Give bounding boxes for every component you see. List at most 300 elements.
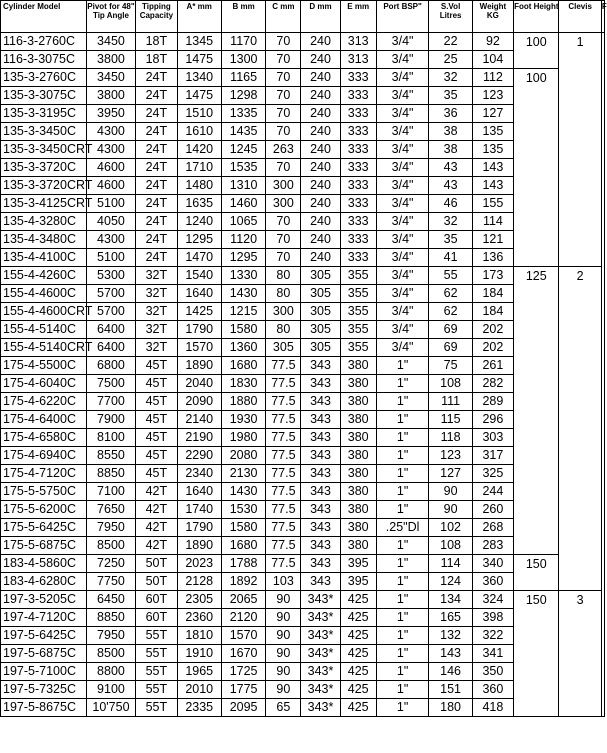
col-header-tipping-capacity: Tipping Capacity (136, 1, 177, 33)
cell-b-mm: 1215 (221, 303, 265, 321)
cell-d-mm: 343 (301, 375, 340, 393)
cell-a-mm: 1910 (177, 645, 221, 663)
cell-s-vol: 36 (429, 105, 472, 123)
cell-a-mm: 2305 (177, 591, 221, 609)
cell-s-vol: 143 (429, 645, 472, 663)
cell-c-mm: 90 (266, 645, 301, 663)
cell-tipping-capacity: 45T (136, 375, 177, 393)
cell-e-mm: 355 (340, 267, 376, 285)
cell-tipping-capacity: 42T (136, 537, 177, 555)
cell-tipping-capacity: 32T (136, 321, 177, 339)
cell-tipping-capacity: 24T (136, 159, 177, 177)
cell-e-mm: 333 (340, 105, 376, 123)
cell-tipping-capacity: 45T (136, 465, 177, 483)
cell-c-mm: 77.5 (266, 519, 301, 537)
cell-tipping-capacity: 42T (136, 519, 177, 537)
table-row (1, 591, 605, 609)
cell-weight: 173 (472, 267, 513, 285)
cell-a-mm: 1475 (177, 87, 221, 105)
cell-s-vol: 43 (429, 177, 472, 195)
cell-port-bsp: 1" (376, 411, 429, 429)
cell-pivot: 9100 (86, 681, 136, 699)
cell-e-mm: 380 (340, 537, 376, 555)
cell-port-bsp: 3/4" (376, 141, 429, 159)
cell-c-mm: 77.5 (266, 447, 301, 465)
cell-tipping-capacity: 45T (136, 447, 177, 465)
cell-c-mm: 103 (266, 573, 301, 591)
cell-foot-height: 100 (514, 69, 559, 267)
cell-pivot: 7100 (86, 483, 136, 501)
cell-model: 175-5-5750C (1, 483, 87, 501)
cell-c-mm: 305 (266, 339, 301, 357)
cell-model: 135-3-2760C (1, 69, 87, 87)
cell-b-mm: 1580 (221, 321, 265, 339)
cell-a-mm: 2140 (177, 411, 221, 429)
cell-b-mm: 1120 (221, 231, 265, 249)
cell-model: 135-4-3280C (1, 213, 87, 231)
cell-model: 175-4-5500C (1, 357, 87, 375)
cell-port-bsp: 1" (376, 609, 429, 627)
col-header-d-mm: D mm (301, 1, 340, 33)
col-header-clevis: Clevis (559, 1, 601, 33)
cell-a-mm: 2290 (177, 447, 221, 465)
cell-weight: 112 (472, 69, 513, 87)
cell-model: 197-5-8675C (1, 699, 87, 717)
cell-b-mm: 1460 (221, 195, 265, 213)
cell-b-mm: 2065 (221, 591, 265, 609)
cell-clevis: 3 (559, 591, 601, 717)
cell-tipping-capacity: 55T (136, 645, 177, 663)
cell-tipping-capacity: 24T (136, 141, 177, 159)
cell-pivot: 4300 (86, 231, 136, 249)
cell-port-bsp: 3/4" (376, 339, 429, 357)
cell-a-mm: 2360 (177, 609, 221, 627)
cell-port-bsp: 1" (376, 699, 429, 717)
cell-c-mm: 300 (266, 195, 301, 213)
cell-tipping-capacity: 24T (136, 87, 177, 105)
cell-a-mm: 1475 (177, 51, 221, 69)
cell-tipping-capacity: 18T (136, 51, 177, 69)
cell-model: 116-3-3075C (1, 51, 87, 69)
cell-d-mm: 343* (301, 681, 340, 699)
cell-b-mm: 1580 (221, 519, 265, 537)
cell-weight: 360 (472, 681, 513, 699)
cell-d-mm: 343* (301, 627, 340, 645)
cell-d-mm: 343* (301, 591, 340, 609)
cell-d-mm: 240 (301, 177, 340, 195)
cell-s-vol: 62 (429, 285, 472, 303)
cell-a-mm: 2190 (177, 429, 221, 447)
cell-b-mm: 1295 (221, 249, 265, 267)
cell-s-vol: 90 (429, 501, 472, 519)
cell-model: 197-3-5205C (1, 591, 87, 609)
cell-pivot: 7950 (86, 519, 136, 537)
cell-d-mm: 240 (301, 159, 340, 177)
cell-model: 175-5-6875C (1, 537, 87, 555)
cell-tipping-capacity: 18T (136, 33, 177, 51)
cell-b-mm: 1310 (221, 177, 265, 195)
cell-weight: 360 (472, 573, 513, 591)
cell-port-bsp: 1" (376, 357, 429, 375)
cell-e-mm: 333 (340, 213, 376, 231)
cell-e-mm: 425 (340, 645, 376, 663)
cell-s-vol: 132 (429, 627, 472, 645)
cell-port-bsp: 3/4" (376, 285, 429, 303)
cell-b-mm: 2080 (221, 447, 265, 465)
cell-pivot: 4600 (86, 177, 136, 195)
cell-a-mm: 1340 (177, 69, 221, 87)
cell-port-bsp: 1" (376, 663, 429, 681)
cell-port-bsp: 1" (376, 555, 429, 573)
cell-tipping-capacity: 50T (136, 573, 177, 591)
cell-e-mm: 333 (340, 141, 376, 159)
cell-e-mm: 333 (340, 231, 376, 249)
col-header-port-bsp: Port BSP" (376, 1, 429, 33)
cell-pivot: 4600 (86, 159, 136, 177)
cell-model: 175-5-6200C (1, 501, 87, 519)
cell-model: 155-4-4260C (1, 267, 87, 285)
cell-tipping-capacity: 45T (136, 411, 177, 429)
cell-c-mm: 70 (266, 69, 301, 87)
cell-c-mm: 70 (266, 213, 301, 231)
cell-weight: 317 (472, 447, 513, 465)
table-row (1, 69, 605, 87)
cell-port-bsp: 3/4" (376, 123, 429, 141)
cell-weight: 289 (472, 393, 513, 411)
cell-s-vol: 69 (429, 321, 472, 339)
cell-port-bsp: 1" (376, 591, 429, 609)
cell-e-mm: 380 (340, 447, 376, 465)
cell-model: 197-5-7100C (1, 663, 87, 681)
cell-e-mm: 380 (340, 519, 376, 537)
cell-port-bsp: 3/4" (376, 69, 429, 87)
cell-tipping-capacity: 24T (136, 177, 177, 195)
cell-port-bsp: 3/4" (376, 267, 429, 285)
col-header-cylinder-model: Cylinder Model (1, 1, 87, 33)
table-row (1, 555, 605, 573)
cell-pivot: 4050 (86, 213, 136, 231)
cell-model: 175-4-6040C (1, 375, 87, 393)
cell-port-bsp: 3/4" (376, 195, 429, 213)
cell-tipping-capacity: 42T (136, 483, 177, 501)
cell-tipping-capacity: 24T (136, 105, 177, 123)
cell-d-mm: 240 (301, 87, 340, 105)
cell-tipping-capacity: 24T (136, 213, 177, 231)
cell-tipping-capacity: 60T (136, 609, 177, 627)
cell-pivot: 8100 (86, 429, 136, 447)
cell-weight: 244 (472, 483, 513, 501)
cell-pivot: 4300 (86, 141, 136, 159)
cell-s-vol: 90 (429, 483, 472, 501)
cell-c-mm: 70 (266, 231, 301, 249)
cell-a-mm: 2340 (177, 465, 221, 483)
cell-d-mm: 240 (301, 141, 340, 159)
cell-e-mm: 395 (340, 555, 376, 573)
cell-weight: 283 (472, 537, 513, 555)
cell-b-mm: 1535 (221, 159, 265, 177)
col-header-foot-height: Foot Height (514, 1, 559, 33)
cell-tipping-capacity: 55T (136, 663, 177, 681)
cell-e-mm: 380 (340, 501, 376, 519)
cell-port-bsp: 3/4" (376, 303, 429, 321)
cell-s-vol: 38 (429, 123, 472, 141)
cell-port-bsp: 3/4" (376, 159, 429, 177)
cell-b-mm: 1435 (221, 123, 265, 141)
cell-weight: 121 (472, 231, 513, 249)
cell-port-bsp: 1" (376, 465, 429, 483)
cell-port-bsp: 1" (376, 537, 429, 555)
cell-b-mm: 1570 (221, 627, 265, 645)
cell-model: 155-4-4600CRT (1, 303, 87, 321)
cell-foot-height: 100 (514, 33, 559, 69)
cell-pivot: 6450 (86, 591, 136, 609)
cell-d-mm: 343* (301, 699, 340, 717)
cell-s-vol: 114 (429, 555, 472, 573)
cell-d-mm: 343 (301, 357, 340, 375)
cell-b-mm: 1725 (221, 663, 265, 681)
cell-c-mm: 70 (266, 249, 301, 267)
cell-d-mm: 240 (301, 249, 340, 267)
cell-b-mm: 1788 (221, 555, 265, 573)
cell-model: 135-4-4100C (1, 249, 87, 267)
cell-a-mm: 2335 (177, 699, 221, 717)
cell-weight: 261 (472, 357, 513, 375)
cell-weight: 123 (472, 87, 513, 105)
cell-b-mm: 1170 (221, 33, 265, 51)
cell-d-mm: 240 (301, 231, 340, 249)
cell-tipping-capacity: 24T (136, 69, 177, 87)
cell-pivot: 3950 (86, 105, 136, 123)
cell-c-mm: 263 (266, 141, 301, 159)
cell-b-mm: 1880 (221, 393, 265, 411)
cell-tipping-capacity: 55T (136, 699, 177, 717)
cell-d-mm: 305 (301, 267, 340, 285)
cell-pivot: 8500 (86, 537, 136, 555)
cell-c-mm: 77.5 (266, 483, 301, 501)
cell-d-mm: 343 (301, 519, 340, 537)
cell-foot-height: 150 (514, 591, 559, 717)
cell-e-mm: 333 (340, 69, 376, 87)
cell-model: 175-4-6580C (1, 429, 87, 447)
cell-d-mm: 343 (301, 573, 340, 591)
cell-d-mm: 343 (301, 501, 340, 519)
cell-b-mm: 1980 (221, 429, 265, 447)
cell-e-mm: 313 (340, 33, 376, 51)
cell-c-mm: 80 (266, 285, 301, 303)
cell-e-mm: 380 (340, 483, 376, 501)
cell-model: 175-5-6425C (1, 519, 87, 537)
cell-weight: 114 (472, 213, 513, 231)
cell-model: 175-4-6220C (1, 393, 87, 411)
cell-e-mm: 333 (340, 249, 376, 267)
cell-clevis: 1 (559, 33, 601, 267)
cell-s-vol: 22 (429, 33, 472, 51)
cell-port-bsp: 3/4" (376, 249, 429, 267)
cell-weight: 350 (472, 663, 513, 681)
cell-s-vol: 124 (429, 573, 472, 591)
col-header-s-vol: S.Vol Litres (429, 1, 472, 33)
cell-c-mm: 77.5 (266, 465, 301, 483)
cell-c-mm: 77.5 (266, 393, 301, 411)
cell-port-bsp: 3/4" (376, 231, 429, 249)
cell-c-mm: 77.5 (266, 429, 301, 447)
cell-a-mm: 2010 (177, 681, 221, 699)
cell-a-mm: 2023 (177, 555, 221, 573)
cell-weight: 143 (472, 159, 513, 177)
cell-b-mm: 1680 (221, 537, 265, 555)
cell-s-vol: 180 (429, 699, 472, 717)
cell-b-mm: 1775 (221, 681, 265, 699)
cell-c-mm: 70 (266, 51, 301, 69)
cell-s-vol: 25 (429, 51, 472, 69)
cell-a-mm: 1425 (177, 303, 221, 321)
cell-pivot: 8850 (86, 609, 136, 627)
cell-b-mm: 1330 (221, 267, 265, 285)
cell-s-vol: 108 (429, 537, 472, 555)
cell-e-mm: 425 (340, 591, 376, 609)
cell-weight: 184 (472, 285, 513, 303)
col-header-weight: Weight KG (472, 1, 513, 33)
cell-e-mm: 380 (340, 429, 376, 447)
cell-model: 116-3-2760C (1, 33, 87, 51)
cell-c-mm: 90 (266, 663, 301, 681)
cell-port-bsp: 3/4" (376, 105, 429, 123)
cell-s-vol: 111 (429, 393, 472, 411)
cell-a-mm: 1570 (177, 339, 221, 357)
cell-tipping-capacity: 45T (136, 429, 177, 447)
cell-e-mm: 380 (340, 357, 376, 375)
cell-a-mm: 1640 (177, 483, 221, 501)
cell-c-mm: 90 (266, 681, 301, 699)
cell-weight: 340 (472, 555, 513, 573)
cell-model: 135-3-3720C (1, 159, 87, 177)
cell-model: 135-3-3075C (1, 87, 87, 105)
cell-pivot: 3450 (86, 69, 136, 87)
col-header-b-mm: B mm (221, 1, 265, 33)
cell-e-mm: 313 (340, 51, 376, 69)
cell-d-mm: 343* (301, 645, 340, 663)
cell-s-vol: 32 (429, 213, 472, 231)
cell-d-mm: 240 (301, 69, 340, 87)
cell-d-mm: 343 (301, 537, 340, 555)
cell-pivot: 6400 (86, 321, 136, 339)
cell-weight: 268 (472, 519, 513, 537)
cell-port-bsp: 1" (376, 681, 429, 699)
cell-a-mm: 1480 (177, 177, 221, 195)
cell-a-mm: 1640 (177, 285, 221, 303)
cell-tipping-capacity: 24T (136, 231, 177, 249)
cell-model: 175-4-7120C (1, 465, 87, 483)
cell-tipping-capacity: 24T (136, 195, 177, 213)
cell-c-mm: 77.5 (266, 537, 301, 555)
cell-d-mm: 343 (301, 429, 340, 447)
cell-b-mm: 1245 (221, 141, 265, 159)
cell-port-bsp: .25"Dl (376, 519, 429, 537)
cell-port-bsp: 1" (376, 627, 429, 645)
cell-c-mm: 77.5 (266, 501, 301, 519)
cell-s-vol: 35 (429, 87, 472, 105)
cell-e-mm: 395 (340, 573, 376, 591)
cell-model: 197-4-7120C (1, 609, 87, 627)
cell-port-bsp: 1" (376, 501, 429, 519)
cell-e-mm: 333 (340, 87, 376, 105)
cell-weight: 398 (472, 609, 513, 627)
cell-c-mm: 70 (266, 159, 301, 177)
cell-tipping-capacity: 32T (136, 303, 177, 321)
cell-e-mm: 355 (340, 285, 376, 303)
cell-tipping-capacity: 45T (136, 393, 177, 411)
cell-s-vol: 75 (429, 357, 472, 375)
cell-c-mm: 77.5 (266, 375, 301, 393)
cell-model: 135-3-3195C (1, 105, 87, 123)
cell-tipping-capacity: 50T (136, 555, 177, 573)
cell-model: 155-4-5140C (1, 321, 87, 339)
cell-a-mm: 1540 (177, 267, 221, 285)
cell-s-vol: 146 (429, 663, 472, 681)
cell-e-mm: 355 (340, 303, 376, 321)
cell-d-mm: 240 (301, 213, 340, 231)
cell-s-vol: 127 (429, 465, 472, 483)
cell-pivot: 6400 (86, 339, 136, 357)
cell-tipping-capacity: 42T (136, 501, 177, 519)
cell-e-mm: 355 (340, 339, 376, 357)
cell-a-mm: 1810 (177, 627, 221, 645)
cell-e-mm: 425 (340, 699, 376, 717)
cell-e-mm: 355 (340, 321, 376, 339)
cell-d-mm: 240 (301, 51, 340, 69)
cell-b-mm: 1300 (221, 51, 265, 69)
cell-pivot: 5300 (86, 267, 136, 285)
cell-weight: 341 (472, 645, 513, 663)
cell-weight: 136 (472, 249, 513, 267)
cell-e-mm: 380 (340, 465, 376, 483)
cell-pivot: 5700 (86, 285, 136, 303)
cell-e-mm: 425 (340, 681, 376, 699)
cell-b-mm: 1670 (221, 645, 265, 663)
cell-pivot: 10'750 (86, 699, 136, 717)
cell-pivot: 7250 (86, 555, 136, 573)
cell-model: 197-5-7325C (1, 681, 87, 699)
table-row (1, 33, 605, 51)
cell-b-mm: 1892 (221, 573, 265, 591)
cell-weight: 282 (472, 375, 513, 393)
cell-c-mm: 77.5 (266, 357, 301, 375)
cell-a-mm: 1635 (177, 195, 221, 213)
cell-e-mm: 333 (340, 123, 376, 141)
cell-tipping-capacity: 32T (136, 339, 177, 357)
cell-weight: 104 (472, 51, 513, 69)
cell-d-mm: 343 (301, 483, 340, 501)
cell-d-mm: 343 (301, 555, 340, 573)
cell-weight: 303 (472, 429, 513, 447)
cell-port-bsp: 1" (376, 573, 429, 591)
cell-pivot: 4300 (86, 123, 136, 141)
cell-tipping-capacity: 60T (136, 591, 177, 609)
col-header-pivot: Pivot for 48" Tip Angle (86, 1, 136, 33)
cell-pivot: 3800 (86, 87, 136, 105)
cell-model: 135-3-3450CRT (1, 141, 87, 159)
cell-d-mm: 305 (301, 321, 340, 339)
cell-s-vol: 123 (429, 447, 472, 465)
cell-s-vol: 165 (429, 609, 472, 627)
cell-weight: 135 (472, 123, 513, 141)
cell-pivot: 7950 (86, 627, 136, 645)
cell-b-mm: 1165 (221, 69, 265, 87)
cell-foot-height: 150 (514, 555, 559, 591)
col-header-f: F (601, 1, 604, 33)
cell-model: 135-3-3450C (1, 123, 87, 141)
cell-port-bsp: 3/4" (376, 51, 429, 69)
